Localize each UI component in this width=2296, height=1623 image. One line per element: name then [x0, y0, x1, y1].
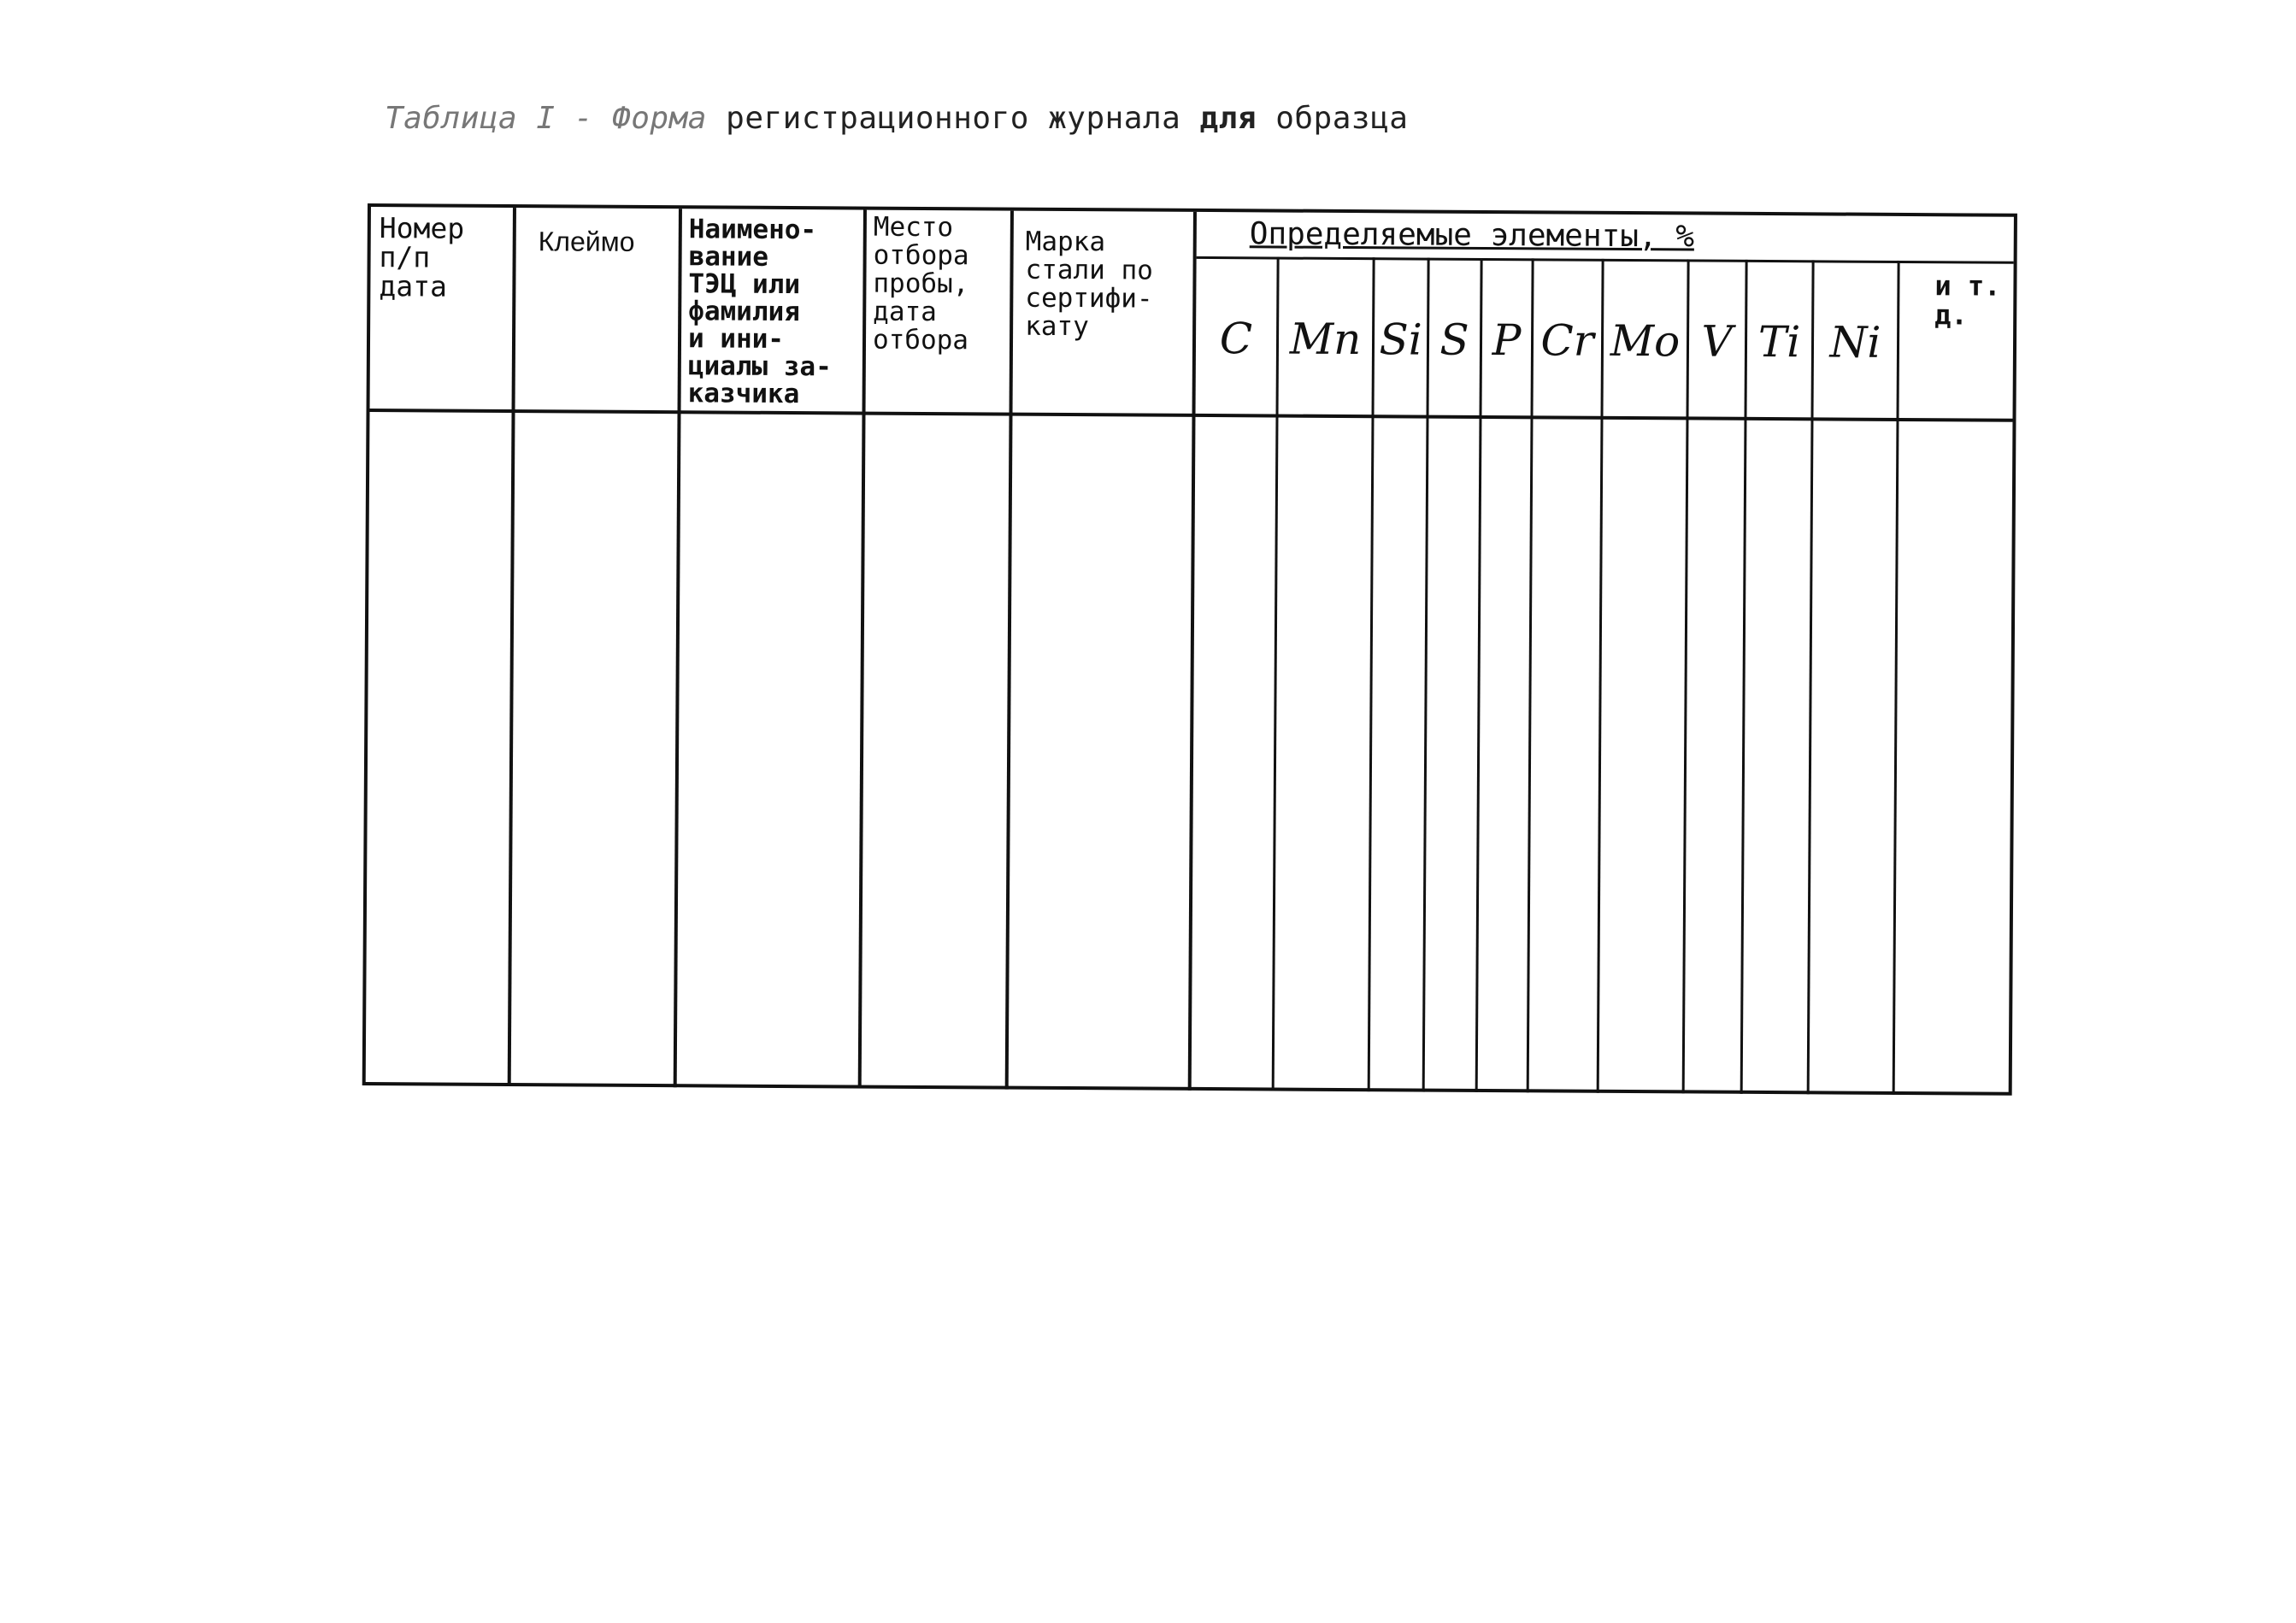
- element-cr: Cr: [1540, 315, 1594, 366]
- caption-middle: регистрационного журнала: [706, 101, 1200, 136]
- header-customer: Наимено- вание ТЭЦ или фамилия и ини- циалы за- казчика: [687, 214, 832, 410]
- header-sampling-place: Место отбора пробы, дата отбора: [872, 211, 969, 356]
- element-etc: и т. д.: [1934, 269, 2001, 332]
- elements-group-title: Определяемые элементы, %: [1249, 216, 1695, 255]
- element-mn: Mn: [1289, 314, 1362, 365]
- group-divider: [1197, 256, 2014, 264]
- header-stamp: Клеймо: [538, 226, 635, 257]
- registration-journal-table: [362, 203, 2017, 1096]
- element-s: S: [1439, 315, 1469, 365]
- element-ni: Ni: [1829, 317, 1881, 368]
- element-v: V: [1701, 316, 1733, 367]
- caption-prefix: Таблица I - Форма: [385, 101, 707, 136]
- element-p: P: [1492, 315, 1522, 366]
- element-c: C: [1219, 314, 1253, 364]
- table-body-empty: [366, 412, 2013, 1096]
- header-number-date: Номер п/п дата: [379, 211, 465, 303]
- element-ti: Ti: [1757, 316, 1801, 368]
- caption-bold-word: для: [1199, 101, 1257, 136]
- element-mo: Mo: [1610, 315, 1681, 367]
- header-steel-grade: Марка стали по сертифи- кату: [1025, 226, 1153, 343]
- caption-suffix: образца: [1257, 101, 1409, 136]
- table-caption: [385, 101, 1408, 136]
- element-si: Si: [1379, 315, 1422, 365]
